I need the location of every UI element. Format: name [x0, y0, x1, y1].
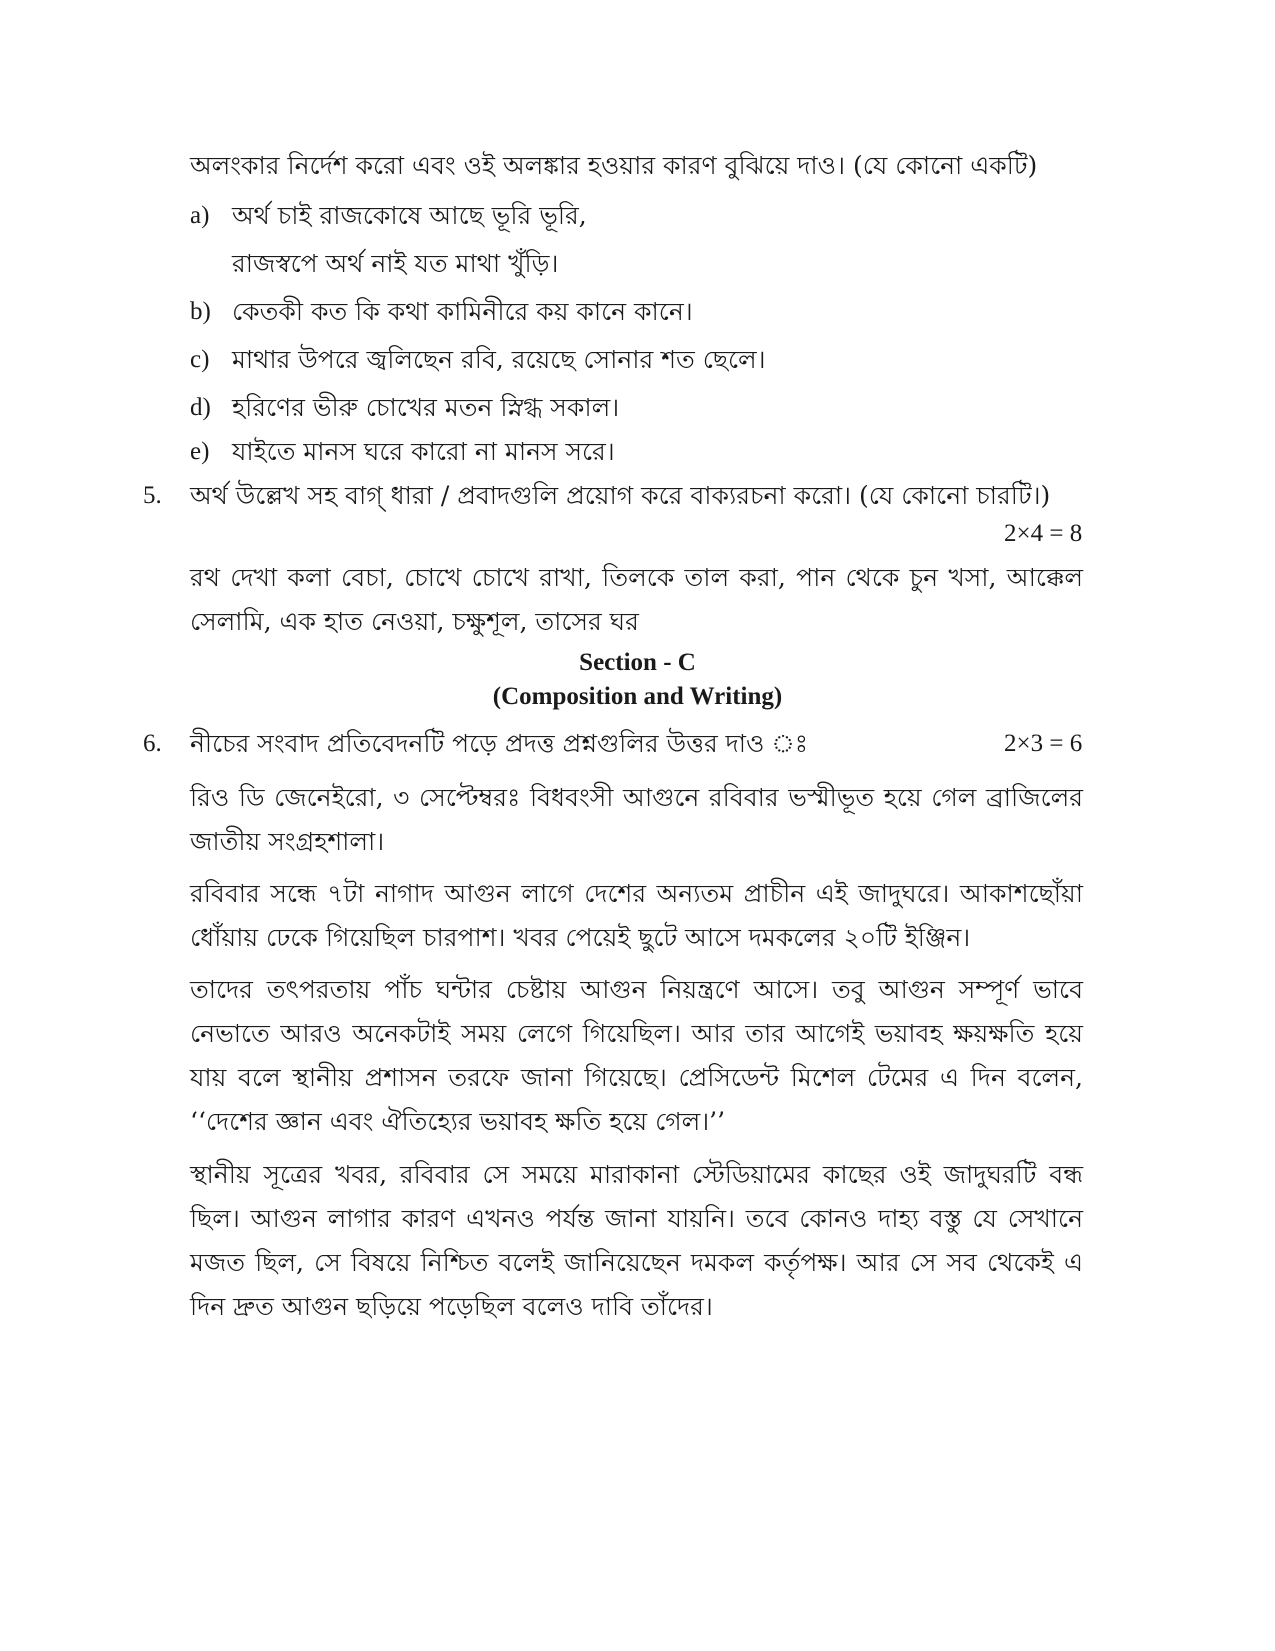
- q6-number: 6.: [143, 730, 162, 757]
- q4-item-b-line: কেতকী কত কি কথা কামিনীরে কয় কানে কানে।: [232, 297, 693, 326]
- q6-question: নীচের সংবাদ প্রতিবেদনটি পড়ে প্রদত্ত প্রশ্নগুলির উত্তর দাও ঃ: [190, 729, 809, 758]
- q5-idioms: রথ দেখা কলা বেচা, চোখে চোখে রাখা, তিলকে তাল করা, পান থেকে চুন খসা, আক্কেল সেলামি, এক হাত নেওয়া, চক্ষুশূল, তাসের ঘর: [190, 563, 1083, 636]
- q6-paragraph-3: তাদের তৎপরতায় পাঁচ ঘন্টার চেষ্টায় আগুন নিয়ন্ত্রণে আসে। তবু আগুন সম্পূর্ণ ভাবে নেভাতে আরও অনেকটাই সময় লেগে গিয়েছিল। আর তার আগেই ভয়াবহ ক্ষয়ক্ষতি হয়ে যায় বলে স্থানীয় প্রশাসন তরফে জানা গিয়েছে। প্রেসিডেন্ট মিশেল টেমের এ দিন বলেন, ‘‘দেশের জ্ঞান এবং ঐতিহ্যের ভয়াবহ ক্ষতি হয়ে গেল।’’: [190, 975, 1083, 1136]
- q4-item-c-line: মাথার উপরে জ্বলিছেন রবি, রয়েছে সোনার শত ছেলে।: [232, 345, 766, 374]
- q5-marks: 2×4 = 8: [1004, 520, 1083, 547]
- q4-instruction: অলংকার নির্দেশ করো এবং ওই অলঙ্কার হওয়ার কারণ বুঝিয়ে দাও। (যে কোনো একটি): [190, 151, 1038, 180]
- q4-item-e-marker: e): [190, 438, 210, 465]
- q6-paragraph-2: রবিবার সন্ধে ৭টা নাগাদ আগুন লাগে দেশের অন্যতম প্রাচীন এই জাদুঘরে। আকাশছোঁয়া ধোঁয়ায় ঢেকে গিয়েছিল চারপাশ। খবর পেয়েই ছুটে আসে দমকলের ২০টি ইঞ্জিন।: [190, 879, 1083, 952]
- q4-item-a-line-1: অর্থ চাই রাজকোষে আছে ভূরি ভূরি,: [232, 201, 587, 230]
- section-subtitle: (Composition and Writing): [492, 683, 783, 710]
- q4-item-a-marker: a): [190, 202, 210, 229]
- q5-number: 5.: [143, 482, 162, 509]
- q6-marks: 2×3 = 6: [1004, 730, 1083, 757]
- q4-item-d-marker: d): [190, 394, 211, 421]
- q6-paragraph-1: রিও ডি জেনেইরো, ৩ সেপ্টেম্বরঃ বিধবংসী আগুনে রবিবার ভস্মীভূত হয়ে গেল ব্রাজিলের জাতীয় সংগ্রহশালা।: [190, 783, 1083, 856]
- q4-item-d-line: হরিণের ভীরু চোখের মতন স্নিগ্ধ সকাল।: [232, 393, 620, 422]
- q4-item-e-line: যাইতে মানস ঘরে কারো না মানস সরে।: [232, 437, 615, 466]
- q4-item-c-marker: c): [190, 346, 210, 373]
- q4-item-b-marker: b): [190, 298, 211, 325]
- q4-item-a-line-2: রাজস্বপে অর্থ নাই যত মাথা খুঁড়ি।: [232, 249, 559, 278]
- q6-paragraph-4: স্থানীয় সূত্রের খবর, রবিবার সে সময়ে মারাকানা স্টেডিয়ামের কাছের ওই জাদুঘরটি বন্ধ ছিল। আগুন লাগার কারণ এখনও পর্যন্ত জানা যায়নি। তবে কোনও দাহ্য বস্তু যে সেখানে মজত ছিল, সে বিষয়ে নিশ্চিত বলেই জানিয়েছেন দমকল কর্তৃপক্ষ। আর সে সব থেকেই এ দিন দ্রুত আগুন ছড়িয়ে পড়েছিল বলেও দাবি তাঁদের।: [190, 1160, 1083, 1321]
- q5-question: অর্থ উল্লেখ সহ বাগ্ ধারা / প্রবাদগুলি প্রয়োগ করে বাক্যরচনা করো। (যে কোনো চারটি।): [190, 481, 1051, 510]
- section-title: Section - C: [579, 649, 696, 676]
